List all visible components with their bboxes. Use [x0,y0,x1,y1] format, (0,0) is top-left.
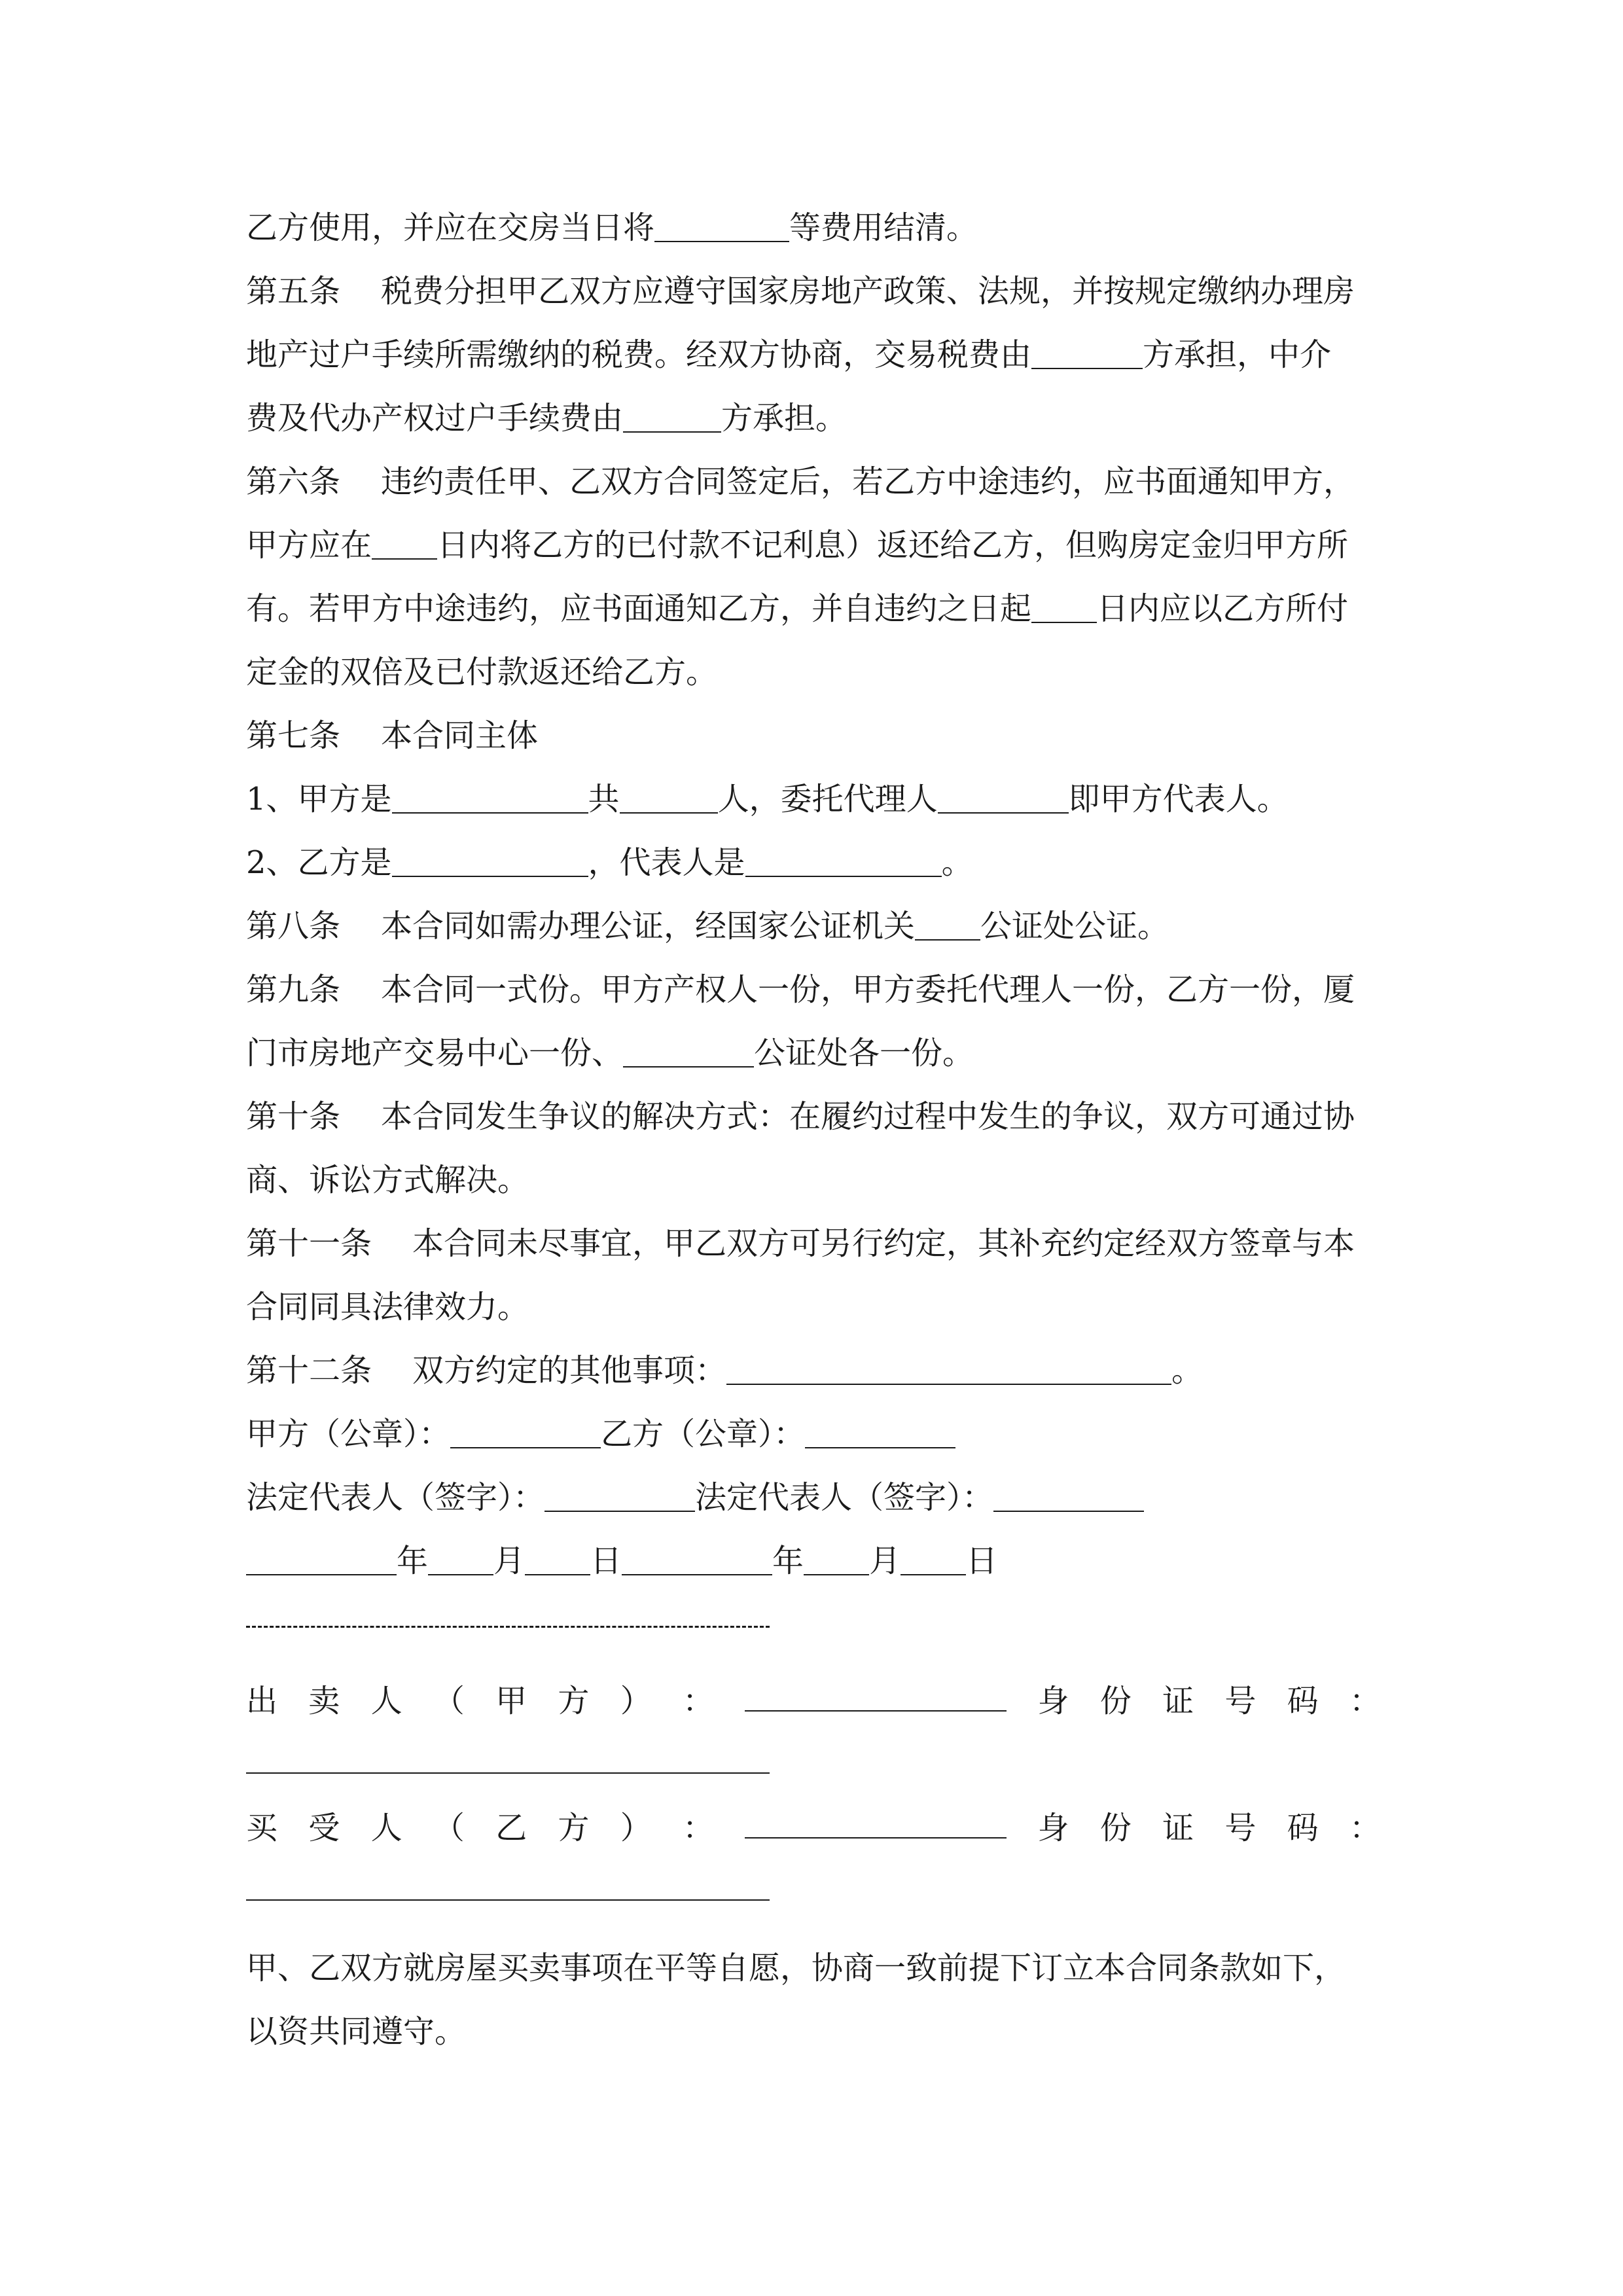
article-label: 第八条 [246,908,341,944]
text: 身 [1037,1683,1069,1719]
blank-field[interactable] [392,781,588,814]
blank-field[interactable] [915,908,980,941]
blank-field[interactable] [620,781,718,814]
text: 日内将乙方的已付款不记利息）返还给乙方，但购房定金归甲方所 [437,527,1349,564]
text: 公证处公证。 [980,908,1169,944]
text: 卖 [308,1683,340,1719]
text: 方 [558,1683,590,1719]
article-9-line [246,958,1381,1022]
text: 乙方使用，并应在交房当日将 [246,209,655,246]
text: 本合同未尽事宜，甲乙双方可另行约定，其补充约定经双方签章与本 [412,1225,1355,1262]
text: 号 [1224,1683,1257,1719]
buyer-id-field[interactable] [246,1860,1381,1924]
text: （ [433,1683,465,1719]
text: 本合同发生争议的解决方式：在履约过程中发生的争议，双方可通过协 [381,1098,1355,1135]
year-field[interactable] [622,1543,772,1575]
underline [246,1772,770,1774]
party-a-signature-field[interactable] [544,1479,695,1512]
seller-id-field[interactable] [246,1733,1381,1797]
clause-line [246,1149,1381,1212]
text: 。 [1171,1352,1204,1389]
preamble-line [246,2000,1381,2064]
article-6-line [246,450,1381,514]
article-label: 第九条 [246,971,341,1008]
article-7-line [246,704,1381,768]
text: 甲、乙双方就房屋买卖事项在平等自愿，协商一致前提下订立本合同条款如下， [246,1950,1346,1986]
article-label: 第七条 [246,717,341,754]
underline [246,1899,770,1901]
party-a-line [246,768,1381,831]
text: 人，委托代理人 [717,781,938,817]
text: 月 [493,1543,526,1579]
article-label: 第十条 [246,1098,341,1135]
blank-field[interactable] [745,844,942,877]
party-b-seal-field[interactable] [805,1416,955,1448]
article-8-line [246,895,1381,958]
text: 等费用结清。 [789,209,978,246]
text: 年 [772,1543,804,1579]
text: ： [1349,1810,1381,1846]
separator-rule [246,1593,1381,1657]
preamble-line [246,1937,1381,2000]
text: 共 [588,781,620,817]
blank-field[interactable] [392,844,588,877]
text: 法定代表人（签字）： [695,1479,994,1516]
seller-name-field[interactable] [745,1679,1007,1712]
text: ： [1349,1683,1381,1719]
date-line [246,1530,1381,1593]
article-label: 第六条 [246,463,341,500]
article-5-line [246,260,1381,323]
text: 受 [308,1810,340,1846]
party-b-signature-field[interactable] [993,1479,1144,1512]
day-field[interactable] [525,1543,590,1575]
text: 2、乙方是 [246,844,392,881]
contract-body [246,196,1381,2064]
text: ） [620,1810,652,1846]
article-11-line [246,1212,1381,1276]
text: 甲方应在 [246,527,372,564]
text: 年 [397,1543,429,1579]
text: 日 [590,1543,622,1579]
text: 份 [1099,1810,1132,1846]
text: 出 [246,1683,278,1719]
text: 甲方（公章）： [246,1416,451,1452]
day-field[interactable] [901,1543,966,1575]
text: 即甲方代表人。 [1068,781,1289,817]
text: 1、甲方是 [246,781,392,817]
text: 公证处各一份。 [754,1035,974,1071]
clause-line [246,387,1381,450]
text: 方 [558,1810,590,1846]
text: 身 [1037,1810,1069,1846]
text: 本合同主体 [381,717,539,754]
blank-field[interactable] [372,527,437,560]
text: 地产过户手续所需缴纳的税费。经双方协商，交易税费由 [246,336,1032,373]
text: 以资共同遵守。 [246,2013,467,2050]
clause-line [246,577,1381,641]
text: 号 [1224,1810,1257,1846]
month-field[interactable] [428,1543,493,1575]
text: 码 [1287,1683,1319,1719]
text: ） [620,1683,652,1719]
seal-line [246,1403,1381,1466]
buyer-line [246,1797,1381,1860]
signature-line [246,1466,1381,1530]
article-10-line [246,1085,1381,1149]
text: （ [433,1810,465,1846]
party-a-seal-field[interactable] [450,1416,601,1448]
text: 本合同一式份。甲方产权人一份，甲方委托代理人一份，乙方一份，厦 [381,971,1355,1008]
blank-field[interactable] [623,1035,754,1067]
clause-line [246,196,1381,260]
text: ，代表人是 [588,844,745,881]
blank-field[interactable] [1031,336,1143,369]
blank-field[interactable] [1031,590,1097,623]
text: 月 [869,1543,901,1579]
clause-line [246,323,1381,387]
clause-line [246,1276,1381,1339]
text: 商、诉讼方式解决。 [246,1162,529,1198]
text: 人 [370,1683,402,1719]
blank-field[interactable] [654,209,789,242]
article-label: 第十一条 [246,1225,372,1262]
text: 乙方（公章）： [601,1416,806,1452]
text: ： [682,1683,714,1719]
text: 合同同具法律效力。 [246,1289,529,1325]
article-label: 第五条 [246,273,341,310]
text: 。 [941,844,973,881]
dashed-divider [246,1626,770,1628]
text: 双方约定的其他事项： [412,1352,727,1389]
blank-field[interactable] [726,1352,1171,1385]
seller-line [246,1670,1381,1733]
text: 证 [1162,1683,1194,1719]
text: 有。若甲方中途违约，应书面通知乙方，并自违约之日起 [246,590,1032,627]
text: 本合同如需办理公证，经国家公证机关 [381,908,916,944]
article-label: 第十二条 [246,1352,372,1389]
text: 日内应以乙方所付 [1097,590,1349,627]
text: 买 [246,1810,278,1846]
blank-field[interactable] [938,781,1069,814]
text: 费及代办产权过户手续费由 [246,400,624,437]
clause-line [246,514,1381,577]
month-field[interactable] [804,1543,869,1575]
text: 方承担，中介 [1143,336,1332,373]
text: 方承担。 [721,400,847,437]
buyer-name-field[interactable] [745,1806,1007,1839]
text: 乙 [495,1810,527,1846]
text: 人 [370,1810,402,1846]
text: 法定代表人（签字）： [246,1479,545,1516]
blank-field[interactable] [623,400,721,433]
text: 甲 [495,1683,527,1719]
text: 份 [1099,1683,1132,1719]
text: 码 [1287,1810,1319,1846]
article-12-line [246,1339,1381,1403]
text: 定金的双倍及已付款返还给乙方。 [246,654,718,691]
text: 违约责任甲、乙双方合同签定后，若乙方中途违约，应书面通知甲方， [381,463,1355,500]
text: 税费分担甲乙双方应遵守国家房地产政策、法规，并按规定缴纳办理房 [381,273,1355,310]
party-b-line [246,831,1381,895]
clause-line [246,641,1381,704]
text: 证 [1162,1810,1194,1846]
text: ： [682,1810,714,1846]
text: 日 [966,1543,998,1579]
clause-line [246,1022,1381,1085]
text: 门市房地产交易中心一份、 [246,1035,624,1071]
year-field[interactable] [246,1543,397,1575]
